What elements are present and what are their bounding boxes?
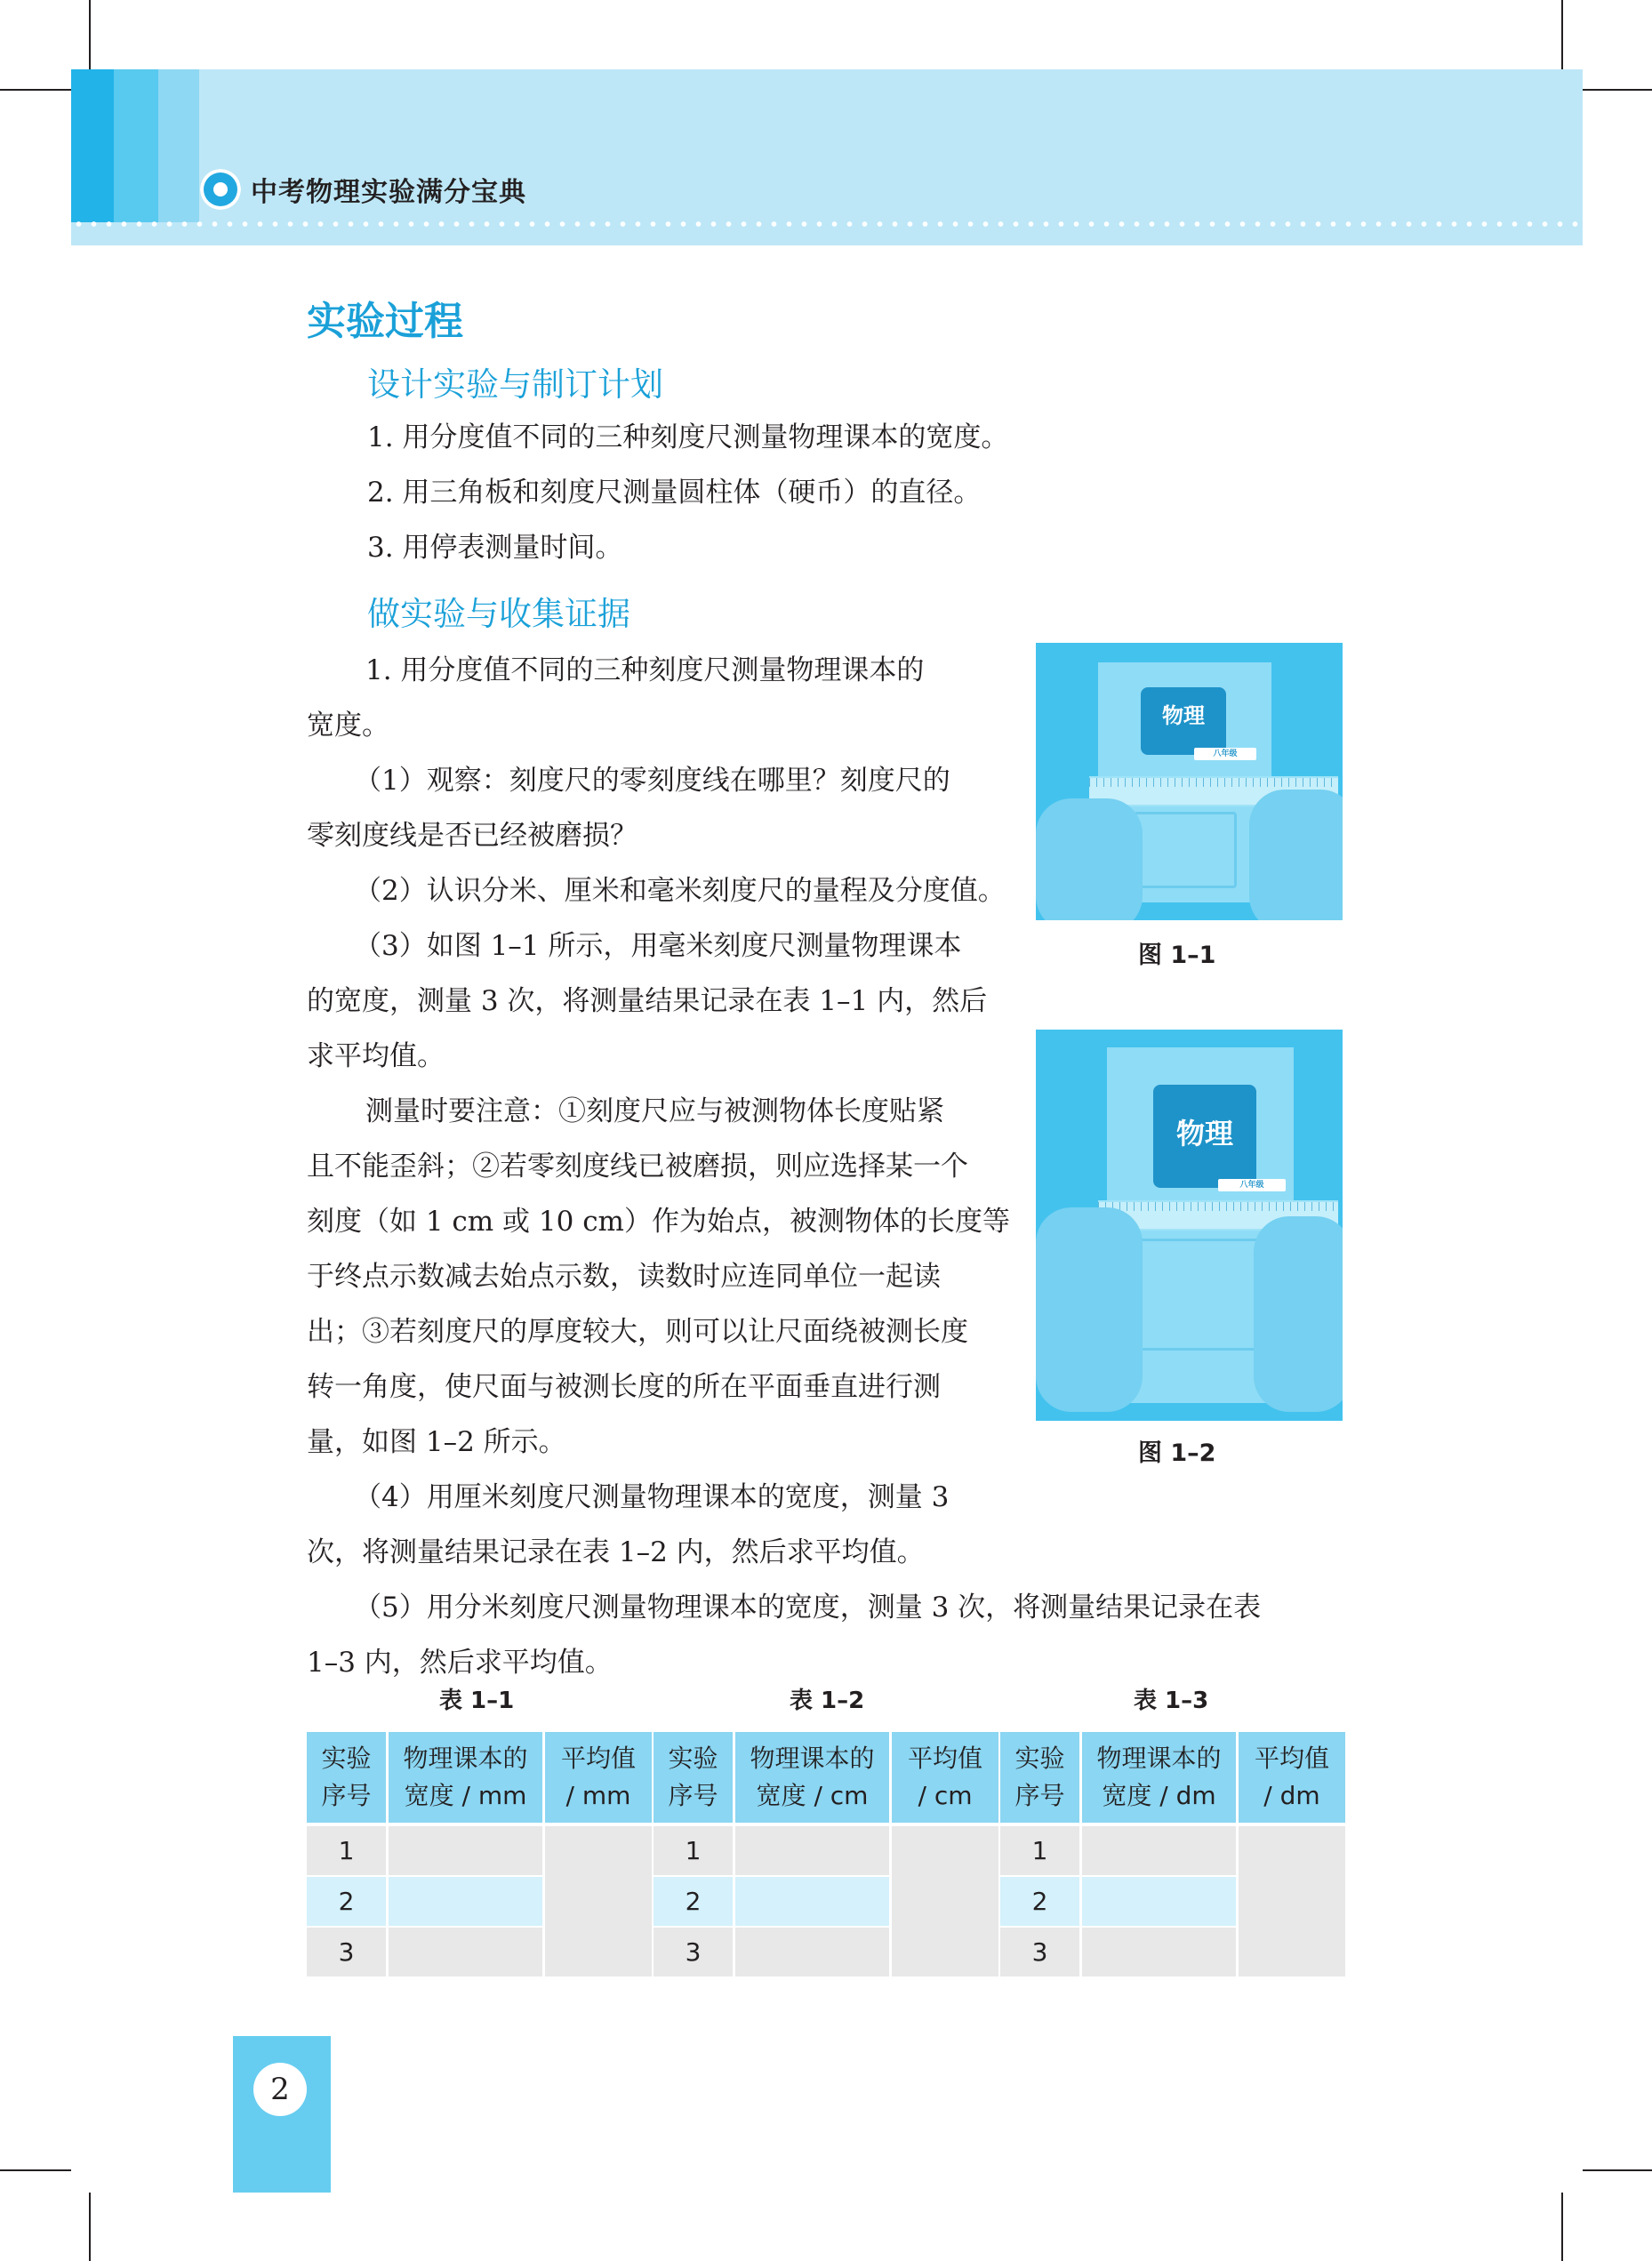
plan-list — [367, 410, 1008, 575]
page-number: 2 — [253, 2063, 307, 2116]
text-line: 求平均值。 — [307, 1040, 445, 1072]
header-band — [71, 69, 1583, 245]
measurement-cell[interactable] — [1082, 1928, 1239, 1978]
grade-badge: 八年级 — [1218, 1179, 1286, 1191]
table-1-1 — [307, 1732, 652, 1978]
text-line: 宽度。 — [307, 710, 389, 742]
trial-number-cell: 3 — [307, 1928, 389, 1978]
column-header-trial: 实验 序号 — [1000, 1732, 1082, 1826]
left-hand-illustration — [1036, 798, 1143, 920]
figure-1-2-caption: 图 1–2 — [1138, 1439, 1216, 1467]
measurement-cell[interactable] — [1082, 1826, 1239, 1877]
trial-number-cell: 1 — [307, 1826, 389, 1877]
table-1-2-caption: 表 1–2 — [790, 1688, 865, 1714]
trial-number-cell: 2 — [1000, 1877, 1082, 1928]
text-line: （2）认识分米、厘米和毫米刻度尺的量程及分度值。 — [354, 875, 1006, 907]
measurement-cell[interactable] — [735, 1826, 892, 1877]
text-line: 零刻度线是否已经被磨损？ — [307, 820, 638, 852]
section-title: 实验过程 — [307, 299, 463, 344]
crop-mark — [89, 2193, 91, 2261]
trial-number-cell: 2 — [307, 1877, 389, 1928]
subsection-title-plan: 设计实验与制订计划 — [367, 365, 663, 404]
crop-mark — [0, 89, 71, 91]
measurement-cell[interactable] — [735, 1928, 892, 1978]
column-header-average: 平均值 / cm — [892, 1732, 998, 1826]
measurement-cell[interactable] — [389, 1877, 545, 1928]
plan-item: 2. 用三角板和刻度尺测量圆柱体（硬币）的直径。 — [367, 477, 982, 509]
column-header-trial: 实验 序号 — [307, 1732, 389, 1826]
header-tab — [71, 69, 114, 222]
trial-number-cell: 3 — [1000, 1928, 1082, 1978]
column-header-width: 物理课本的 宽度 / cm — [735, 1732, 892, 1826]
text-line: 的宽度，测量 3 次，将测量结果记录在表 1–1 内，然后 — [307, 985, 988, 1017]
measurement-cell[interactable] — [735, 1877, 892, 1928]
book-title: 中考物理实验满分宝典 — [251, 177, 526, 208]
trial-number-cell: 3 — [654, 1928, 735, 1978]
plan-item: 1. 用分度值不同的三种刻度尺测量物理课本的宽度。 — [367, 421, 1009, 453]
column-header-average: 平均值 / dm — [1239, 1732, 1345, 1826]
book-cover-label: 物理 — [1141, 687, 1226, 755]
text-line: 测量时要注意：①刻度尺应与被测物体长度贴紧 — [365, 1095, 944, 1127]
table-1-2 — [654, 1732, 998, 1978]
text-line: 出；③若刻度尺的厚度较大，则可以让尺面绕被测长度 — [307, 1316, 968, 1348]
trial-number-cell: 1 — [654, 1826, 735, 1877]
grade-badge: 八年级 — [1194, 748, 1256, 760]
header-tab — [114, 69, 158, 222]
column-header-width: 物理课本的 宽度 / dm — [1082, 1732, 1239, 1826]
text-line: 1–3 内，然后求平均值。 — [307, 1647, 613, 1679]
text-line: （5）用分米刻度尺测量物理课本的宽度，测量 3 次，将测量结果记录在表 — [354, 1592, 1262, 1624]
table-row — [1000, 1826, 1345, 1877]
crop-mark — [89, 0, 91, 69]
column-header-average: 平均值 / mm — [545, 1732, 652, 1826]
text-line: （3）如图 1–1 所示，用毫米刻度尺测量物理课本 — [354, 930, 962, 962]
text-line: （1）观察：刻度尺的零刻度线在哪里？刻度尺的 — [354, 765, 950, 797]
figure-1-2-photo — [1036, 1030, 1343, 1421]
trial-number-cell: 1 — [1000, 1826, 1082, 1877]
header-tab — [158, 69, 199, 222]
trial-number-cell: 2 — [654, 1877, 735, 1928]
text-line: 1. 用分度值不同的三种刻度尺测量物理课本的 — [365, 654, 925, 686]
measurement-cell[interactable] — [1082, 1877, 1239, 1928]
crop-mark — [1561, 0, 1563, 69]
crop-mark — [1583, 89, 1652, 91]
average-cell[interactable] — [1239, 1826, 1345, 1978]
left-hand-illustration — [1036, 1207, 1143, 1412]
subsection-title-do: 做实验与收集证据 — [367, 595, 630, 633]
column-header-width: 物理课本的 宽度 / mm — [389, 1732, 545, 1826]
diagram-illustration — [1134, 812, 1237, 888]
right-hand-illustration — [1254, 1216, 1343, 1412]
table-row — [307, 1826, 652, 1877]
plan-item: 3. 用停表测量时间。 — [367, 532, 623, 564]
table-1-1-caption: 表 1–1 — [439, 1688, 515, 1714]
right-hand-illustration — [1249, 790, 1343, 920]
measurement-cell[interactable] — [389, 1826, 545, 1877]
book-cover-label: 物理 — [1153, 1085, 1256, 1188]
text-line: 且不能歪斜；②若零刻度线已被磨损，则应选择某一个 — [307, 1151, 968, 1183]
table-1-3 — [1000, 1732, 1345, 1978]
crop-mark — [0, 2169, 71, 2171]
table-1-3-caption: 表 1–3 — [1134, 1688, 1209, 1714]
text-line: 刻度（如 1 cm 或 10 cm）作为始点，被测物体的长度等 — [307, 1206, 1010, 1238]
figure-1-1-photo — [1036, 643, 1343, 920]
header-dotted-line — [71, 221, 1583, 227]
crop-mark — [1561, 2193, 1563, 2261]
average-cell[interactable] — [892, 1826, 998, 1978]
figure-1-1-caption: 图 1–1 — [1138, 942, 1216, 969]
text-line: 转一角度，使尺面与被测长度的所在平面垂直进行测 — [307, 1371, 941, 1403]
text-line: 于终点示数减去始点示数，读数时应连同单位一起读 — [307, 1261, 941, 1293]
measurement-cell[interactable] — [389, 1928, 545, 1978]
gear-logo-icon — [200, 169, 241, 210]
average-cell[interactable] — [545, 1826, 652, 1978]
text-line: 次，将测量结果记录在表 1–2 内，然后求平均值。 — [307, 1536, 925, 1568]
text-line: 量，如图 1–2 所示。 — [307, 1426, 566, 1458]
table-row — [654, 1826, 998, 1877]
column-header-trial: 实验 序号 — [654, 1732, 735, 1826]
text-line: （4）用厘米刻度尺测量物理课本的宽度，测量 3 — [354, 1481, 950, 1513]
crop-mark — [1583, 2169, 1652, 2171]
